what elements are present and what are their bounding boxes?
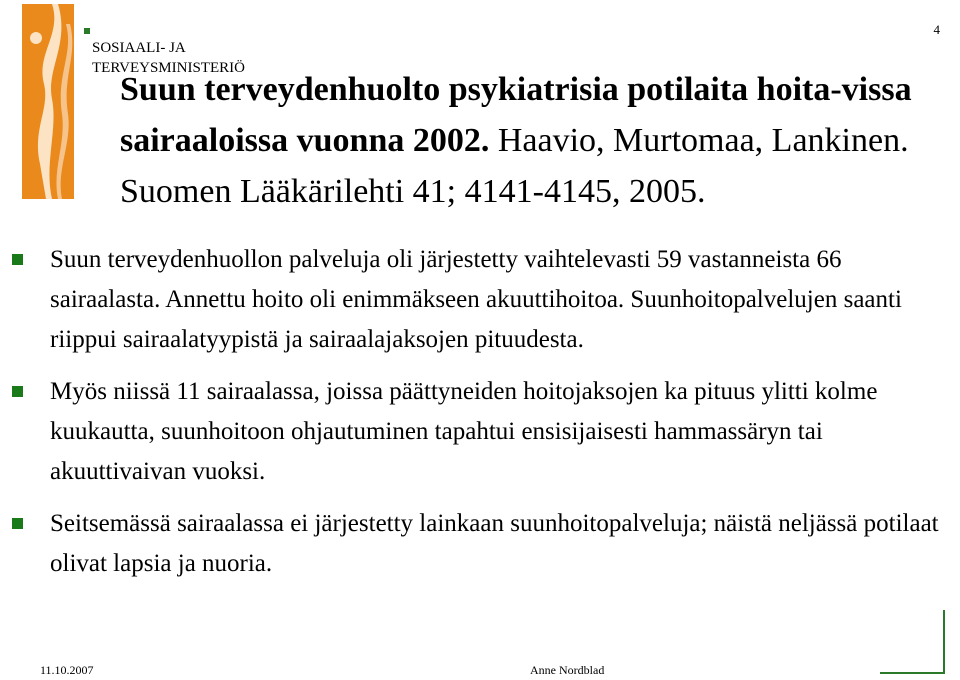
title-citation: Haavio, Murtomaa, Lankinen. Suomen Lääkärilehti 41; 4141-4145, 2005. — [120, 122, 909, 210]
bullet-text: Seitsemässä sairaalassa ei järjestetty lainkaan suunhoitopalveluja; näistä neljässä potilaat olivat lapsia ja nuoria. — [50, 510, 939, 577]
footer-date: 11.10.2007 — [40, 663, 94, 677]
header-bullet-icon — [84, 28, 90, 34]
slide-title — [120, 64, 950, 217]
footer-author: Anne Nordblad — [530, 663, 605, 677]
bullet-square-icon — [12, 518, 23, 529]
bullet-item — [50, 372, 950, 492]
bullet-list — [50, 240, 950, 596]
bullet-text: Myös niissä 11 sairaalassa, joissa päättyneiden hoitojaksojen ka pituus ylitti kolme kuukautta, suunhoitoon ohjautuminen tapahtui ensisijaisesti hammassäryn tai akuuttivaivan vuoksi. — [50, 378, 878, 485]
bullet-square-icon — [12, 386, 23, 397]
corner-frame-horizontal — [880, 672, 945, 674]
bullet-square-icon — [12, 254, 23, 265]
bullet-text: Suun terveydenhuollon palveluja oli järjestetty vaihtelevasti 59 vastanneista 66 sairaalasta. Annettu hoito oli enimmäkseen akuuttihoitoa. Suunhoitopalvelujen saanti riippui sairaalatyypistä ja sairaalajaksojen pituudesta. — [50, 246, 902, 353]
bullet-item — [50, 504, 950, 584]
ministry-logo — [22, 4, 74, 199]
ministry-line-2: TERVEYSMINISTERIÖ — [92, 60, 245, 76]
corner-frame-vertical — [943, 610, 945, 674]
bullet-item — [50, 240, 950, 360]
ministry-line-1: SOSIAALI- JA — [92, 40, 186, 56]
title-lead: Suun terveydenhuolto psykiatrisia potilaita hoita-vissa sairaaloissa vuonna 2002. — [120, 71, 912, 159]
logo-figure-icon — [22, 4, 74, 199]
page-number: 4 — [933, 22, 940, 37]
